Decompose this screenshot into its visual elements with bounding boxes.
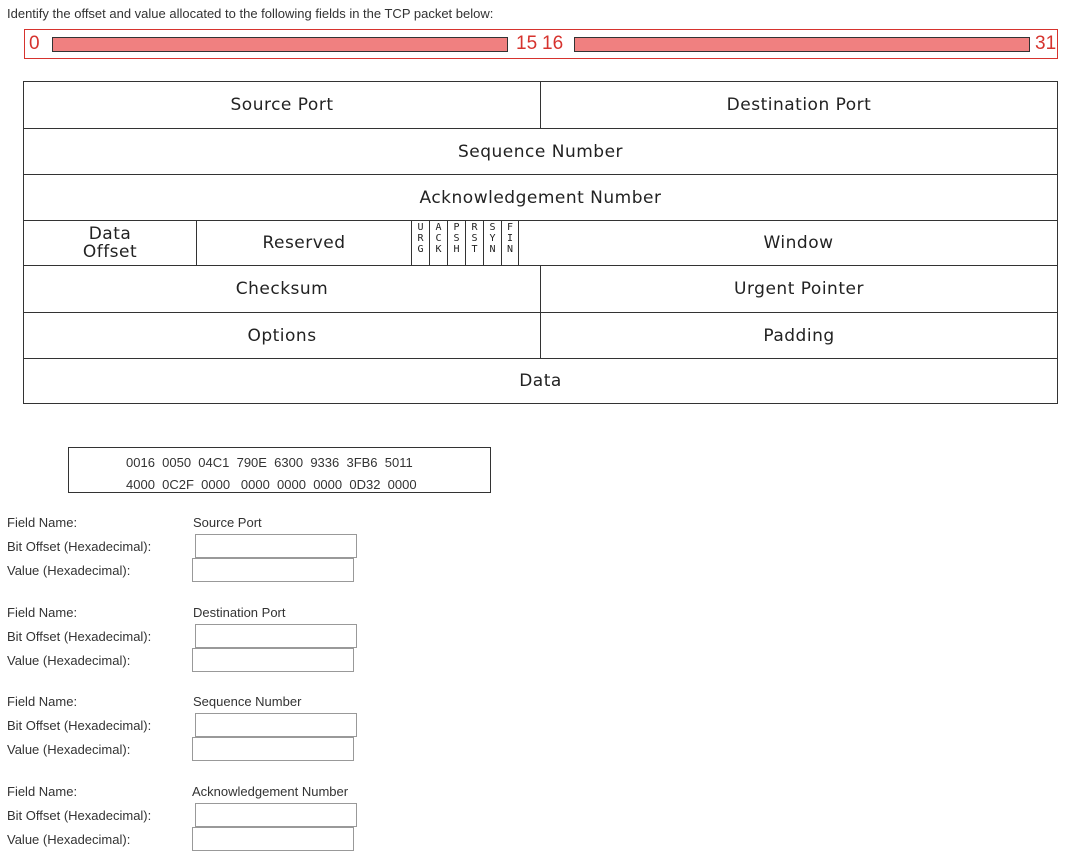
sequence-number-bit-offset-input[interactable] [195, 713, 357, 737]
ruler-bit-31: 31 [1035, 33, 1057, 54]
value-label: Value (Hexadecimal): [7, 563, 131, 578]
flag-syn: S Y N [483, 221, 501, 265]
data-offset-line2: Offset [82, 242, 138, 262]
field-data: Data [519, 371, 562, 391]
data-offset-line1: Data [88, 224, 132, 244]
row-data [24, 359, 1057, 403]
ruler-bit-15: 15 [516, 33, 538, 54]
bit-offset-label: Bit Offset (Hexadecimal): [7, 808, 152, 823]
field-flags [411, 221, 519, 265]
hex-line-2: 4000 0C2F 0000 0000 0000 0000 0D32 0000 [126, 477, 417, 492]
bit-ruler [24, 29, 1058, 59]
field-name-label: Field Name: [7, 605, 78, 620]
field-destination-port: Destination Port [540, 82, 1057, 128]
acknowledgement-number-bit-offset-input[interactable] [195, 803, 357, 827]
ruler-bit-0: 0 [29, 33, 40, 54]
field-name-value: Source Port [193, 515, 262, 530]
field-sequence-number: Sequence Number [457, 141, 624, 162]
bit-offset-label: Bit Offset (Hexadecimal): [7, 539, 152, 554]
field-urgent-pointer: Urgent Pointer [540, 266, 1057, 312]
row-checksum [24, 266, 1057, 313]
hex-line-1: 0016 0050 04C1 790E 6300 9336 3FB6 5011 [126, 455, 413, 470]
field-name-value: Destination Port [193, 605, 286, 620]
flag-rst: R S T [465, 221, 483, 265]
question-prompt: Identify the offset and value allocated to the following fields in the TCP packet below: [7, 6, 494, 21]
value-label: Value (Hexadecimal): [7, 653, 131, 668]
destination-port-bit-offset-input[interactable] [195, 624, 357, 648]
field-name-value: Acknowledgement Number [192, 784, 349, 799]
destination-port-value-input[interactable] [192, 648, 354, 672]
flag-urg: U R G [411, 221, 429, 265]
bit-offset-label: Bit Offset (Hexadecimal): [7, 629, 152, 644]
field-acknowledgement-number: Acknowledgement Number [419, 187, 662, 208]
source-port-value-input[interactable] [192, 558, 354, 582]
row-sequence [24, 129, 1057, 175]
row-control [24, 221, 1057, 266]
hex-dump-box [68, 447, 491, 493]
row-options [24, 313, 1057, 359]
row-acknowledgement [24, 175, 1057, 221]
field-source-port: Source Port [230, 95, 334, 115]
ruler-bar-right [574, 37, 1030, 52]
field-window: Window [763, 233, 834, 253]
field-name-value: Sequence Number [193, 694, 302, 709]
row-ports [24, 82, 1057, 129]
tcp-header-diagram [23, 81, 1058, 404]
ruler-bar-left [52, 37, 508, 52]
field-reserved: Reserved [196, 221, 411, 265]
value-label: Value (Hexadecimal): [7, 832, 131, 847]
value-label: Value (Hexadecimal): [7, 742, 131, 757]
field-data-offset [24, 221, 196, 265]
flag-ack: A C K [429, 221, 447, 265]
field-name-label: Field Name: [7, 515, 78, 530]
acknowledgement-number-value-input[interactable] [192, 827, 354, 851]
field-options: Options [247, 325, 317, 346]
source-port-bit-offset-input[interactable] [195, 534, 357, 558]
field-padding: Padding [540, 313, 1057, 358]
flag-psh: P S H [447, 221, 465, 265]
sequence-number-value-input[interactable] [192, 737, 354, 761]
field-name-label: Field Name: [7, 784, 78, 799]
bit-offset-label: Bit Offset (Hexadecimal): [7, 718, 152, 733]
ruler-bit-16: 16 [542, 33, 564, 54]
field-name-label: Field Name: [7, 694, 78, 709]
flag-fin: F I N [501, 221, 519, 265]
field-checksum: Checksum [235, 279, 329, 299]
